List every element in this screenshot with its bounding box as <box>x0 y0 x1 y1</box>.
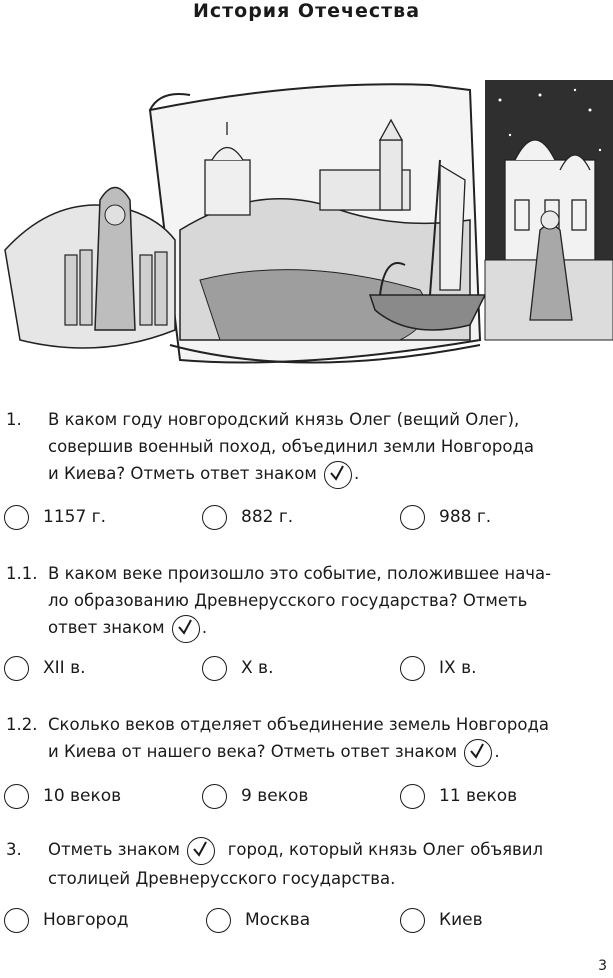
option-1157[interactable] <box>4 500 106 534</box>
radio-circle[interactable] <box>4 784 29 809</box>
option-label: Новгород <box>43 910 129 930</box>
option-novgorod[interactable] <box>4 903 128 937</box>
option-label: Москва <box>245 910 311 930</box>
option-x[interactable] <box>202 651 273 685</box>
answer-options-1-2 <box>0 779 613 813</box>
question-line: город, который князь Олег объявил <box>227 840 544 859</box>
option-882[interactable] <box>202 500 293 534</box>
question-line: В каком веке произошло это событие, положившее нача- <box>48 564 552 583</box>
radio-circle[interactable] <box>4 656 29 681</box>
question-line: столицей Древнерусского государства. <box>48 868 396 888</box>
question-1 <box>6 406 610 490</box>
option-label: X в. <box>241 658 274 678</box>
question-text <box>48 406 610 489</box>
option-988[interactable] <box>400 500 491 534</box>
question-tail: . <box>494 742 500 761</box>
option-9-centuries[interactable] <box>202 779 308 813</box>
question-line: Сколько веков отделяет объединение земель Новгорода <box>48 715 549 734</box>
question-number: 1. <box>6 410 22 429</box>
checkmark-icon <box>324 461 352 489</box>
old-russian-city-illustration <box>0 40 613 385</box>
option-ix[interactable] <box>400 651 477 685</box>
option-label: 11 веков <box>439 786 518 806</box>
option-label: 1157 г. <box>43 507 107 527</box>
radio-circle[interactable] <box>4 505 29 530</box>
option-label: 882 г. <box>241 507 294 527</box>
question-text <box>48 836 610 892</box>
radio-circle[interactable] <box>400 908 425 933</box>
option-label: 988 г. <box>439 507 492 527</box>
radio-circle[interactable] <box>202 656 227 681</box>
question-number: 1.2. <box>6 715 38 734</box>
option-label: Киев <box>439 910 483 930</box>
option-label: IX в. <box>439 658 477 678</box>
checkmark-icon <box>187 837 215 865</box>
radio-circle[interactable] <box>202 784 227 809</box>
question-tail: . <box>201 618 208 637</box>
radio-circle[interactable] <box>400 784 425 809</box>
question-number: 1.1. <box>6 564 38 583</box>
question-3 <box>6 836 610 894</box>
question-line: ло образованию Древнерусского государства? Отметь <box>48 591 528 610</box>
answer-options-1 <box>0 500 613 534</box>
page-number: 3 <box>598 958 607 974</box>
question-text <box>48 711 610 767</box>
option-label: 9 веков <box>241 786 309 806</box>
radio-circle[interactable] <box>400 505 425 530</box>
option-xii[interactable] <box>4 651 86 685</box>
radio-circle[interactable] <box>4 908 29 933</box>
option-11-centuries[interactable] <box>400 779 517 813</box>
question-line: и Киева? Отметь ответ знаком <box>48 464 317 483</box>
option-kiev[interactable] <box>400 903 483 937</box>
radio-circle[interactable] <box>400 656 425 681</box>
page-title: История Отечества <box>192 0 421 22</box>
question-line: В каком году новгородский князь Олег (вещий Олег), <box>48 410 520 429</box>
question-number: 3. <box>6 840 22 859</box>
question-tail: . <box>354 464 360 483</box>
option-10-centuries[interactable] <box>4 779 121 813</box>
checkmark-icon <box>172 615 200 643</box>
radio-circle[interactable] <box>206 908 231 933</box>
checkmark-icon <box>464 739 492 767</box>
question-line: совершив военный поход, объединил земли Новгорода <box>48 437 534 456</box>
question-line: и Киева от нашего века? Отметь ответ знаком <box>48 742 458 761</box>
question-line: Отметь знаком <box>48 840 180 859</box>
answer-options-1-1 <box>0 651 613 685</box>
answer-options-3 <box>0 903 613 937</box>
question-text <box>48 560 610 643</box>
radio-circle[interactable] <box>202 505 227 530</box>
option-label: 10 веков <box>43 786 122 806</box>
question-line: ответ знаком <box>48 618 165 637</box>
question-1-2 <box>6 711 610 769</box>
option-moscow[interactable] <box>206 903 310 937</box>
question-1-1 <box>6 560 610 644</box>
option-label: XII в. <box>43 658 86 678</box>
